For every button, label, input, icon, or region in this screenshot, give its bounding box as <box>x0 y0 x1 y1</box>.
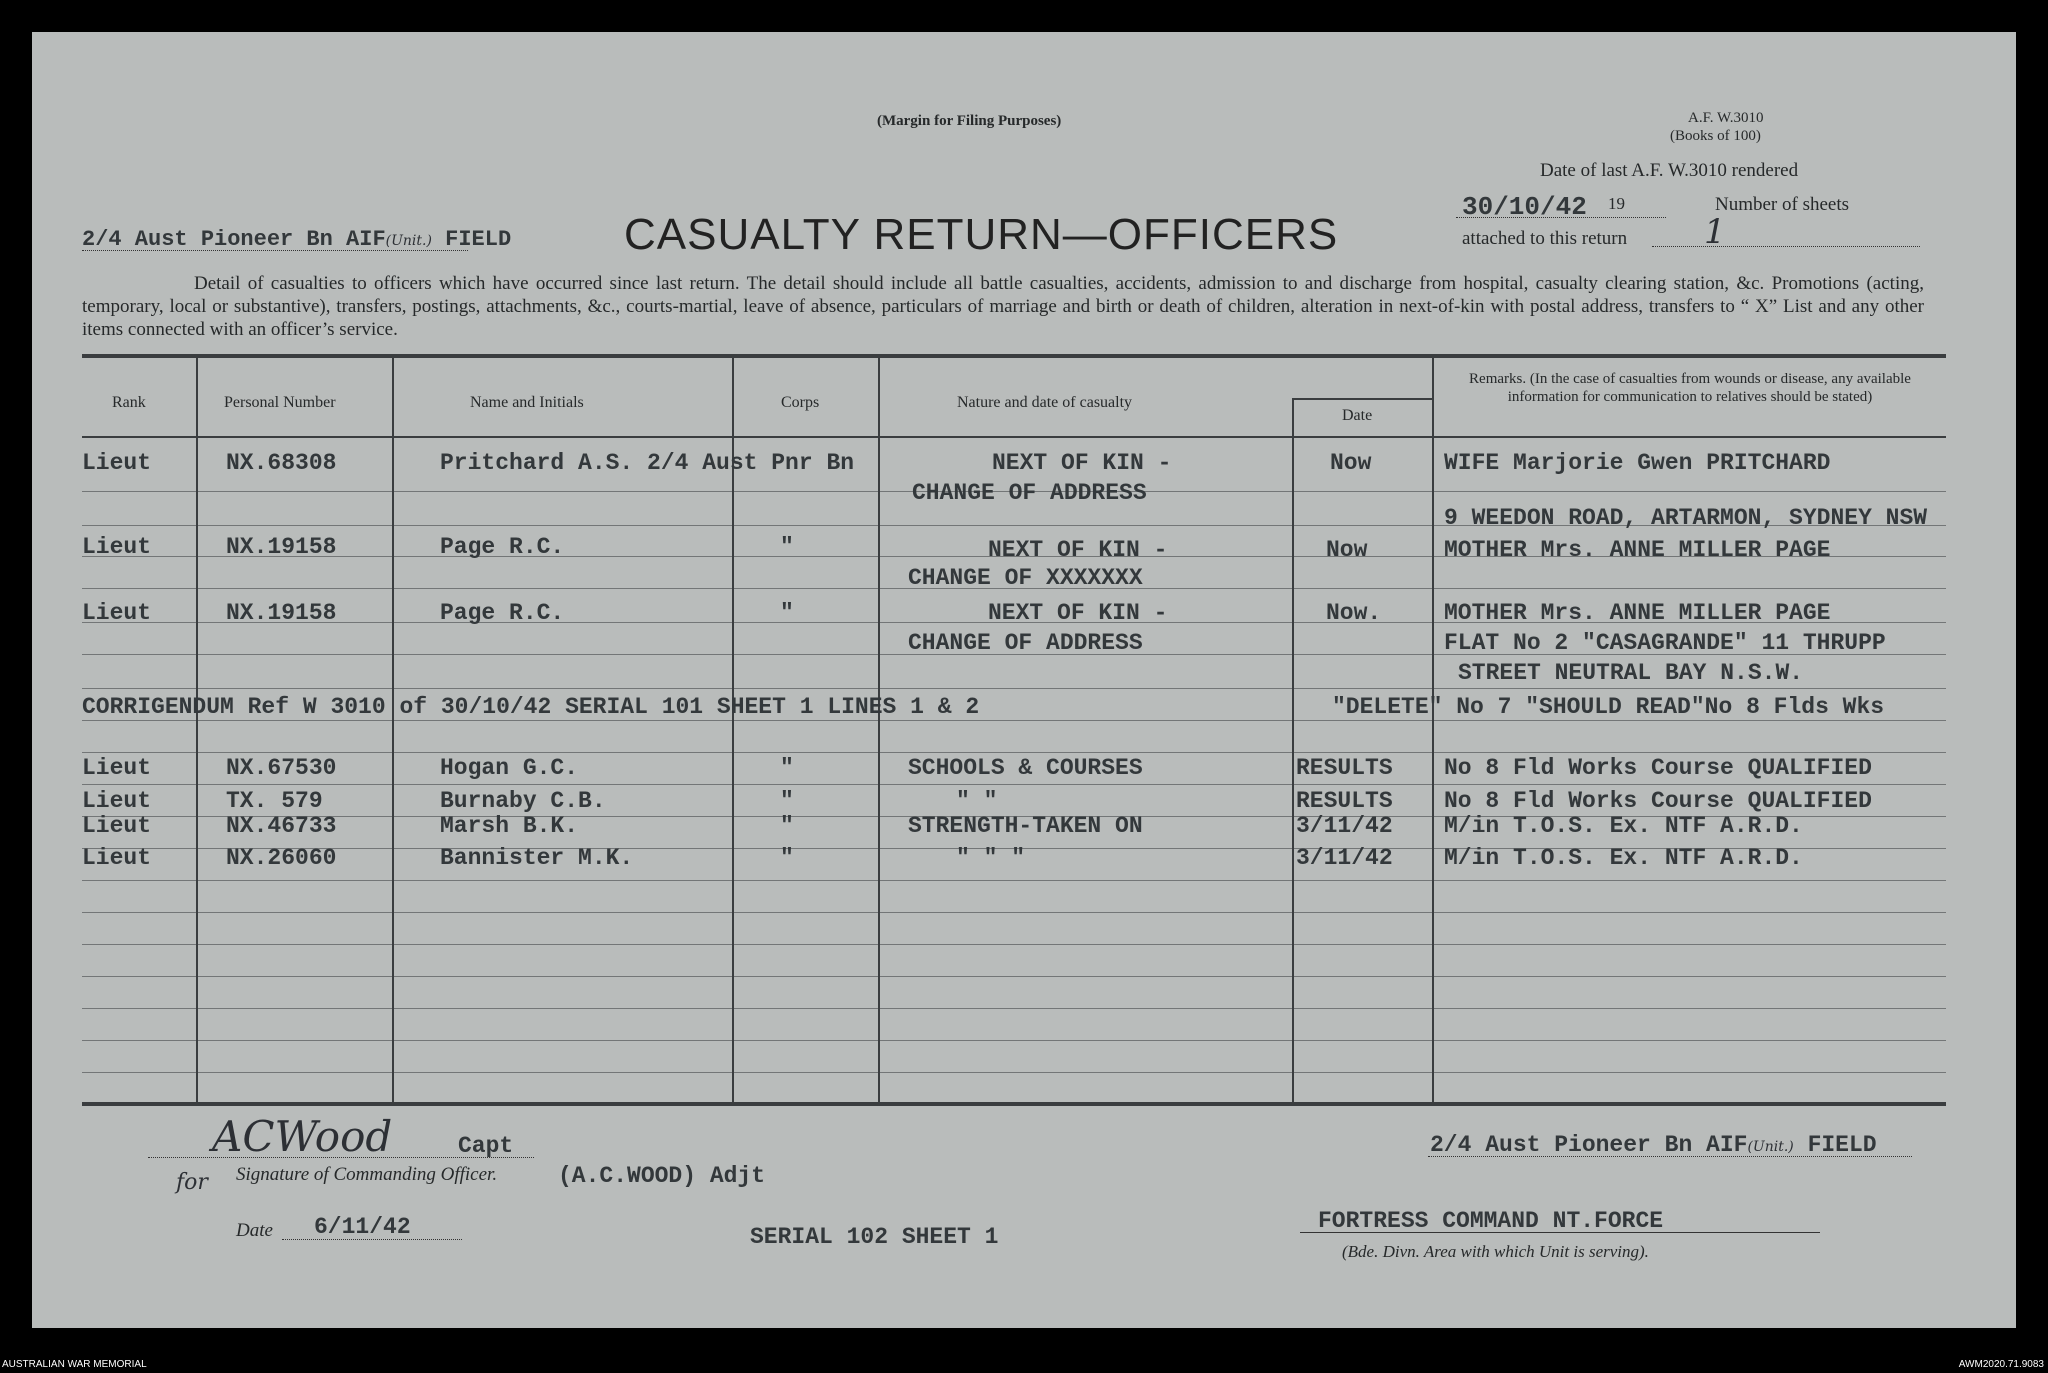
row7-name: Marsh B.K. <box>440 813 579 839</box>
row7-rank: Lieut <box>82 813 152 839</box>
row2-nature-1: NEXT OF KIN - <box>988 537 1168 563</box>
ruled-line <box>82 912 1946 913</box>
row5-number: NX.67530 <box>226 755 337 781</box>
sheets-line <box>1652 246 1920 247</box>
unit-line-bottom <box>1428 1156 1912 1157</box>
date-value: 6/11/42 <box>314 1214 411 1240</box>
command-name: FORTRESS COMMAND NT.FORCE <box>1318 1208 1664 1234</box>
row7-number: NX.46733 <box>226 813 337 839</box>
ruled-line <box>82 688 1946 689</box>
form-paper <box>32 32 2016 1328</box>
ruled-line <box>82 1040 1946 1041</box>
row3-corps: " <box>780 600 794 626</box>
row1-nature-2: CHANGE OF ADDRESS <box>912 480 1147 506</box>
command-label: (Bde. Divn. Area with which Unit is serving). <box>1342 1242 1649 1261</box>
header-name: Name and Initials <box>470 394 584 411</box>
row5-remarks: No 8 Fld Works Course QUALIFIED <box>1444 755 1872 781</box>
row8-remarks: M/in T.O.S. Ex. NTF A.R.D. <box>1444 845 1803 871</box>
header-nature: Nature and date of casualty <box>957 394 1133 411</box>
row2-nature-2: CHANGE OF XXXXXXX <box>908 565 1143 591</box>
command-line <box>1300 1232 1820 1233</box>
last-rendered-date: 30/10/42 <box>1462 192 1587 222</box>
row3-remarks-2: FLAT No 2 "CASAGRANDE" 11 THRUPP <box>1444 630 1886 656</box>
corrigendum-line: CORRIGENDUM Ref W 3010 of 30/10/42 SERIAL 101 SHEET 1 LINES 1 & 2 <box>82 694 980 720</box>
row8-nature: " " " <box>956 845 1026 871</box>
row8-name: Bannister M.K. <box>440 845 634 871</box>
header-personal-number: Personal Number <box>224 394 336 411</box>
row3-number: NX.19158 <box>226 600 337 626</box>
attached-label: attached to this return <box>1462 228 1628 249</box>
row1-name: Pritchard A.S. 2/4 Aust Pnr Bn <box>440 450 855 476</box>
row8-number: NX.26060 <box>226 845 337 871</box>
row5-rank: Lieut <box>82 755 152 781</box>
last-rendered-label: Date of last A.F. W.3010 rendered <box>1540 160 1799 181</box>
row8-corps: " <box>780 845 794 871</box>
table-top-rule <box>82 354 1946 358</box>
row7-remarks: M/in T.O.S. Ex. NTF A.R.D. <box>1444 813 1803 839</box>
row5-date: RESULTS <box>1296 755 1393 781</box>
signature-for: for <box>176 1170 208 1195</box>
unit-name-top: 2/4 Aust Pioneer Bn AIF(Unit.) FIELD <box>82 227 512 252</box>
archive-name: AUSTRALIAN WAR MEMORIAL <box>2 1359 147 1370</box>
row1-nature-1: NEXT OF KIN - <box>992 450 1172 476</box>
row2-name: Page R.C. <box>440 534 565 560</box>
row7-corps: " <box>780 813 794 839</box>
ruled-line <box>82 976 1946 977</box>
header-rank: Rank <box>112 394 146 411</box>
row3-rank: Lieut <box>82 600 152 626</box>
col-rule-4 <box>878 358 880 1102</box>
ruled-line <box>82 752 1946 753</box>
row6-name: Burnaby C.B. <box>440 788 606 814</box>
row2-corps: " <box>780 534 794 560</box>
year-prefix: 19 <box>1608 194 1625 213</box>
date-header-rule <box>1292 398 1432 400</box>
unit-name-bottom: 2/4 Aust Pioneer Bn AIF(Unit.) FIELD <box>1430 1132 1877 1158</box>
archive-footer <box>0 1357 2048 1373</box>
row1-rank: Lieut <box>82 450 152 476</box>
row3-remarks-3: STREET NEUTRAL BAY N.S.W. <box>1458 660 1804 686</box>
ruled-line <box>82 720 1946 721</box>
date-line <box>282 1239 462 1240</box>
header-rule <box>82 436 1946 438</box>
date-label: Date <box>236 1220 273 1241</box>
row8-date: 3/11/42 <box>1296 845 1393 871</box>
row6-rank: Lieut <box>82 788 152 814</box>
row2-number: NX.19158 <box>226 534 337 560</box>
signature-label: Signature of Commanding Officer. <box>236 1164 498 1185</box>
row1-remarks-2: 9 WEEDON ROAD, ARTARMON, SYDNEY NSW <box>1444 505 1928 531</box>
row1-remarks-1: WIFE Marjorie Gwen PRITCHARD <box>1444 450 1831 476</box>
row3-name: Page R.C. <box>440 600 565 626</box>
ruled-line <box>82 1072 1946 1073</box>
header-date: Date <box>1342 407 1373 424</box>
header-corps: Corps <box>781 394 820 411</box>
row2-date: Now <box>1326 537 1368 563</box>
row7-nature: STRENGTH-TAKEN ON <box>908 813 1143 839</box>
table-bottom-rule <box>82 1102 1946 1106</box>
ruled-line <box>82 944 1946 945</box>
archive-reference: AWM2020.71.9083 <box>1958 1359 2044 1370</box>
commanding-officer-signature: ACWood <box>212 1112 393 1161</box>
signature-line <box>148 1157 534 1158</box>
row5-nature: SCHOOLS & COURSES <box>908 755 1143 781</box>
corrigendum-remarks: "DELETE" No 7 "SHOULD READ"No 8 Flds Wks <box>1332 694 1885 720</box>
row2-rank: Lieut <box>82 534 152 560</box>
form-code: A.F. W.3010 <box>1688 110 1764 126</box>
sheets-label: Number of sheets <box>1715 194 1850 215</box>
row5-corps: " <box>780 755 794 781</box>
header-remarks: Remarks. (In the case of casualties from wounds or disease, any available information for communication to relatives should be stated) <box>1469 371 1911 405</box>
books-note: (Books of 100) <box>1670 128 1761 144</box>
row2-remarks-1: MOTHER Mrs. ANNE MILLER PAGE <box>1444 537 1831 563</box>
row1-number: NX.68308 <box>226 450 337 476</box>
col-rule-1 <box>196 358 198 1102</box>
margin-note: (Margin for Filing Purposes) <box>877 113 1062 129</box>
row3-date: Now. <box>1326 600 1382 626</box>
row7-date: 3/11/42 <box>1296 813 1393 839</box>
unit-line-top <box>82 250 468 251</box>
row6-number: TX. 579 <box>226 788 323 814</box>
col-rule-2 <box>392 358 394 1102</box>
ruled-line <box>82 784 1946 785</box>
ruled-line <box>82 1008 1946 1009</box>
row8-rank: Lieut <box>82 845 152 871</box>
row6-date: RESULTS <box>1296 788 1393 814</box>
col-rule-6 <box>1432 358 1434 1102</box>
row6-corps: " <box>780 788 794 814</box>
row1-date: Now <box>1330 450 1372 476</box>
row5-name: Hogan G.C. <box>440 755 579 781</box>
signature-typed-name: (A.C.WOOD) Adjt <box>558 1163 766 1189</box>
row3-remarks-1: MOTHER Mrs. ANNE MILLER PAGE <box>1444 600 1831 626</box>
rendered-date-line <box>1456 217 1666 218</box>
row3-nature-1: NEXT OF KIN - <box>988 600 1168 626</box>
signature-rank: Capt <box>458 1133 514 1159</box>
row6-remarks: No 8 Fld Works Course QUALIFIED <box>1444 788 1872 814</box>
col-rule-5 <box>1292 398 1294 1102</box>
sheets-value: 1 <box>1704 212 1726 252</box>
form-title: CASUALTY RETURN—OFFICERS <box>624 210 1339 259</box>
instructions: Detail of casualties to officers which have occurred since last return. The detail should include all battle casualties, accidents, admission to and discharge from hospital, casualty clearing station, &c. Promotions (acting, temporary, local or substantive), transfers, postings, attachments, &c., courts-martial, leave of absence, particulars of marriage and birth or death of children, alteration in next-of-kin with postal address, transfers to “ X” List and any other items connected with an officer’s service. <box>82 273 1924 340</box>
row3-nature-2: CHANGE OF ADDRESS <box>908 630 1143 656</box>
serial-sheet: SERIAL 102 SHEET 1 <box>750 1224 999 1250</box>
row6-nature: " " <box>956 788 998 814</box>
ruled-line <box>82 880 1946 881</box>
